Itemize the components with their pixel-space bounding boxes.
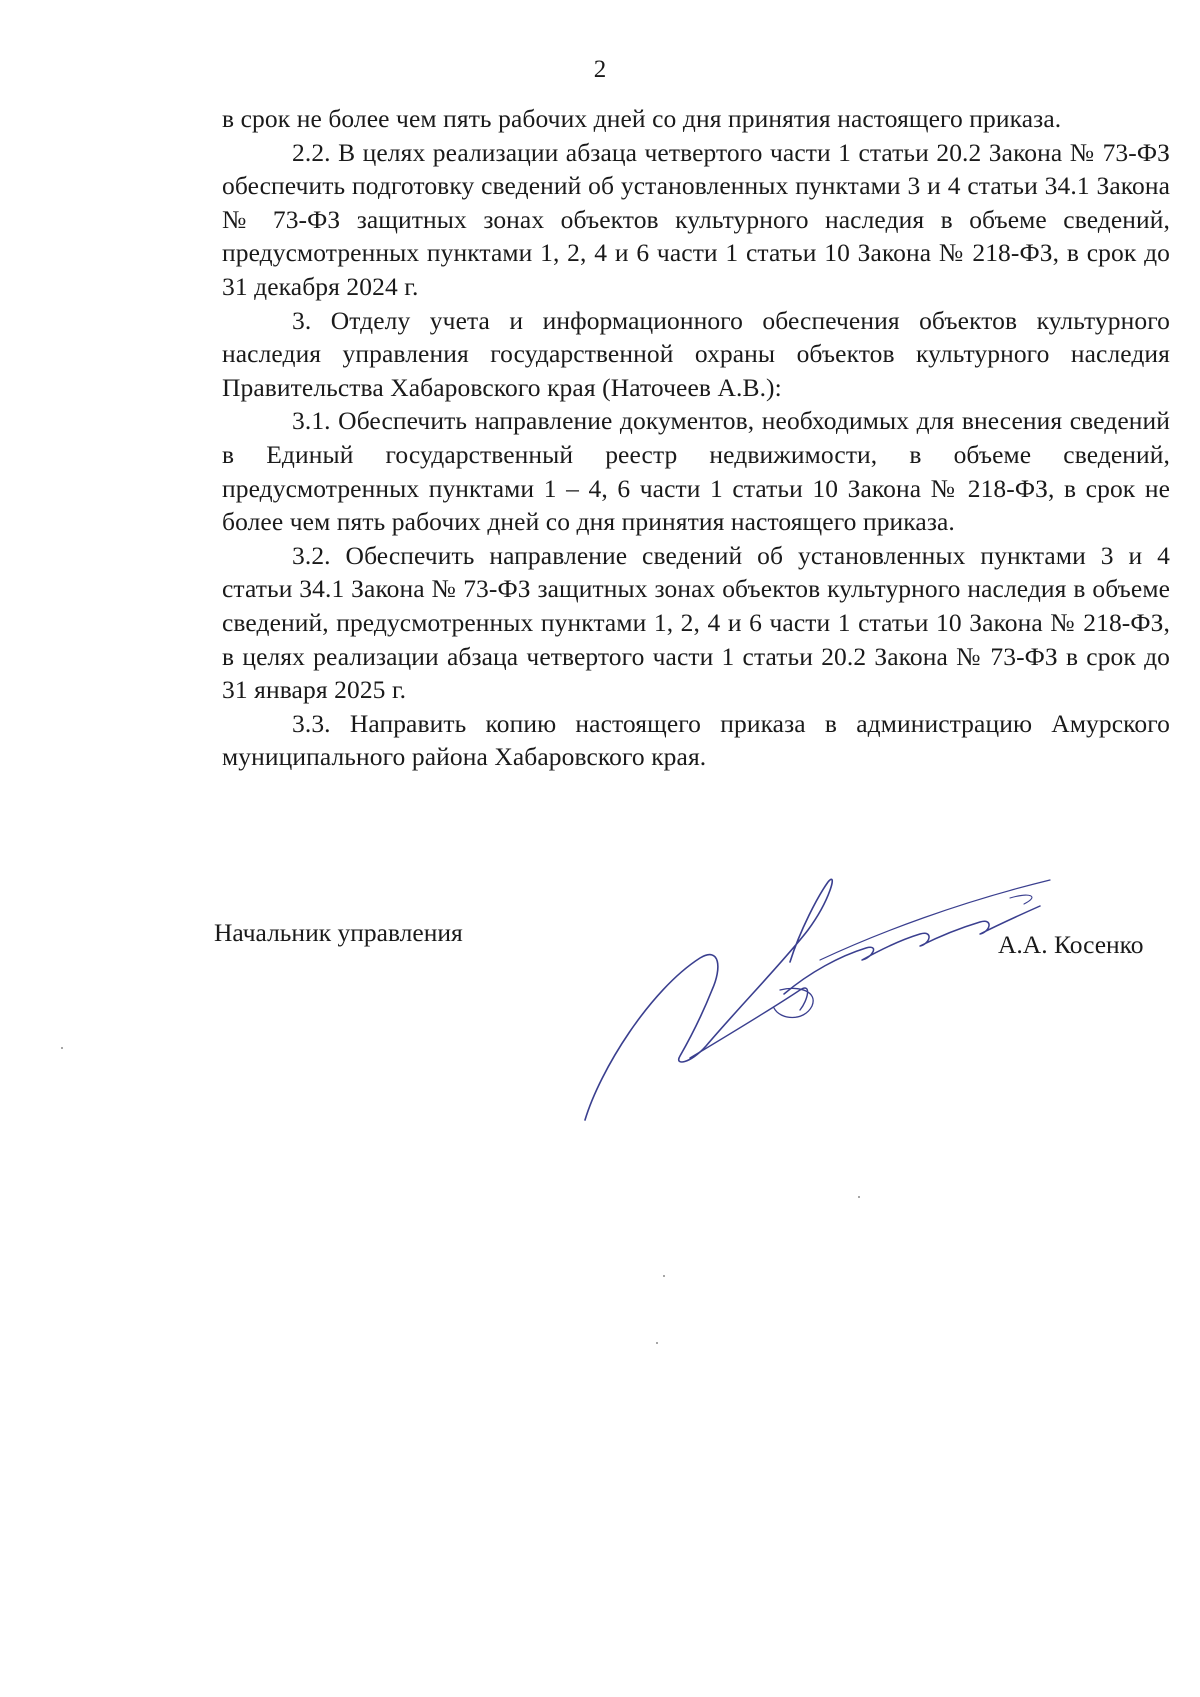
- paragraph-3-1: 3.1. Обеспечить направление документов, необходимых для внесения сведений в Единый государственный реестр недвижимости, в объеме сведений, предусмотренных пунктами 1 – 4, 6 части 1 статьи 10 Закона № 218-ФЗ, в срок не более чем пять рабочих дней со дня принятия настоящего приказа.: [222, 406, 1170, 537]
- scan-speck: [858, 1196, 860, 1198]
- scan-speck: [656, 1342, 658, 1344]
- scan-speck: [61, 1047, 63, 1049]
- paragraph-3-3: 3.3. Направить копию настоящего приказа в администрацию Амурского муниципального района Хабаровского края.: [222, 708, 1170, 772]
- paragraph-3-2: 3.2. Обеспечить направление сведений об установленных пунктами 3 и 4 статьи 34.1 Закона № 73-ФЗ защитных зонах объектов культурного наследия в объеме сведений, предусмотренных пунктами 1, 2, 4 и 6 части 1 статьи 10 Закона № 218-ФЗ, в целях реализации абзаца четвертого части 1 статьи 20.2 Закона № 73-ФЗ в срок до 31 января 2025 г.: [222, 540, 1170, 705]
- paragraph-continuation: в срок не более чем пять рабочих дней со дня принятия настоящего приказа.: [222, 104, 1062, 133]
- signatory-position: Начальник управления: [214, 918, 463, 947]
- page-number: 2: [593, 56, 607, 83]
- paragraph-3: 3. Отделу учета и информационного обеспечения объектов культурного наследия управления государственной охраны объектов культурного наследия Правительства Хабаровского края (Наточеев А.В.):: [222, 305, 1170, 402]
- paragraph-2-2: 2.2. В целях реализации абзаца четвертого части 1 статьи 20.2 Закона № 73-ФЗ обеспечить подготовку сведений об установленных пунктами 3 и 4 статьи 34.1 Закона № 73-ФЗ защитных зонах объектов культурного наследия в объеме сведений, предусмотренных пунктами 1, 2, 4 и 6 части 1 статьи 10 Закона № 218-ФЗ, в срок до 31 декабря 2024 г.: [222, 137, 1170, 301]
- scan-speck: [663, 1275, 665, 1277]
- signatory-name: А.А. Косенко: [998, 930, 1144, 959]
